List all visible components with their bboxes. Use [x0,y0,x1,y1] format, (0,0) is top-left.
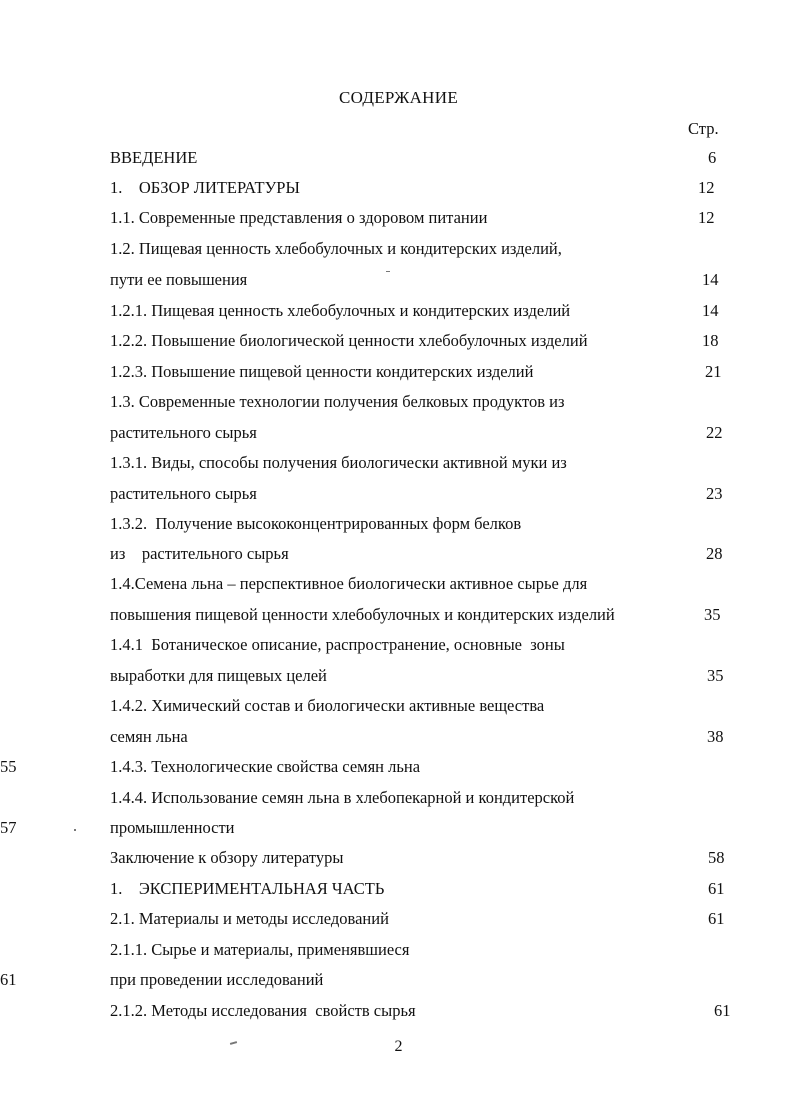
toc-entry-text: 1.2.2. Повышение биологической ценности хлебобулочных изделий [110,331,588,350]
toc-entry-text: семян льна [110,727,188,746]
toc-entry-page: 61 [0,970,17,989]
toc-entry-page: 61 [708,909,725,928]
scan-speck [74,829,76,831]
toc-entry-page: 35 [704,605,721,624]
toc-entry-text: 1.4.3. Технологические свойства семян льна [110,757,421,776]
toc-entry-page: 55 [0,757,17,776]
toc-entry-text: 2.1.2. Методы исследования свойств сырья [110,1001,416,1020]
toc-entry-text: ВВЕДЕНИЕ [110,148,198,167]
toc-entry-page: 21 [705,362,722,381]
toc-entry-text: 1.3. Современные технологии получения белковых продуктов из [110,392,565,411]
toc-entry-text: 2.1. Материалы и методы исследований [110,909,389,928]
toc-entry-page: 18 [702,331,719,350]
toc-entry-page: 57 [0,818,17,837]
toc-entry-page: 12 [698,208,715,227]
toc-entry-page: 22 [706,423,723,442]
toc-entry-text: 1. ЭКСПЕРИМЕНТАЛЬНАЯ ЧАСТЬ [110,879,385,898]
toc-entry-page: 61 [708,879,725,898]
toc-entry-text: 1.2. Пищевая ценность хлебобулочных и кондитерских изделий, [110,239,562,258]
toc-entry-text: 1.2.3. Повышение пищевой ценности кондитерских изделий [110,362,534,381]
page-column-label: Стр. [688,119,719,138]
toc-entry-text: 1.4.4. Использование семян льна в хлебопекарной и кондитерской [110,788,575,807]
toc-entry-text: растительного сырья [110,484,257,503]
page-number: 2 [394,1038,403,1055]
toc-entry-page: 58 [708,848,725,867]
toc-entry-page: 38 [707,727,724,746]
toc-entry-page: 28 [706,544,723,563]
toc-entry-text: пути ее повышения [110,270,248,289]
toc-entry-page: 23 [706,484,723,503]
toc-entry-text: 1.3.1. Виды, способы получения биологически активной муки из [110,453,567,472]
toc-entry-text: Заключение к обзору литературы [110,848,344,867]
toc-entry-page: 12 [698,178,715,197]
toc-entry-text: 1.3.2. Получение высококонцентрированных форм белков [110,514,522,533]
toc-entry-page: 6 [708,148,717,167]
toc-entry-text: выработки для пищевых целей [110,666,327,685]
toc-entry-page: 61 [714,1001,731,1020]
toc-entry-text: из растительного сырья [110,544,289,563]
scan-speck [386,271,390,272]
toc-entry-text: 1.4.1 Ботаническое описание, распространение, основные зоны [110,635,565,654]
toc-entry-text: 1.4.2. Химический состав и биологически активные вещества [110,696,545,715]
toc-entry-text: 2.1.1. Сырье и материалы, применявшиеся [110,940,410,959]
toc-entry-text: 1.2.1. Пищевая ценность хлебобулочных и кондитерских изделий [110,301,571,320]
toc-entry-text: 1.1. Современные представления о здоровом питании [110,208,488,227]
toc-entry-text: 1. ОБЗОР ЛИТЕРАТУРЫ [110,178,300,197]
toc-entry-text: растительного сырья [110,423,257,442]
toc-entry-page: 35 [707,666,724,685]
toc-entry-text: повышения пищевой ценности хлебобулочных и кондитерских изделий [110,605,615,624]
toc-entry-page: 14 [702,270,719,289]
toc-entry-text: при проведении исследований [110,970,324,989]
toc-entry-text: 1.4.Семена льна – перспективное биологически активное сырье для [110,574,588,593]
toc-entry-page: 14 [702,301,719,320]
toc-title: СОДЕРЖАНИЕ [338,88,459,107]
toc-entry-text: промышленности [110,818,235,837]
